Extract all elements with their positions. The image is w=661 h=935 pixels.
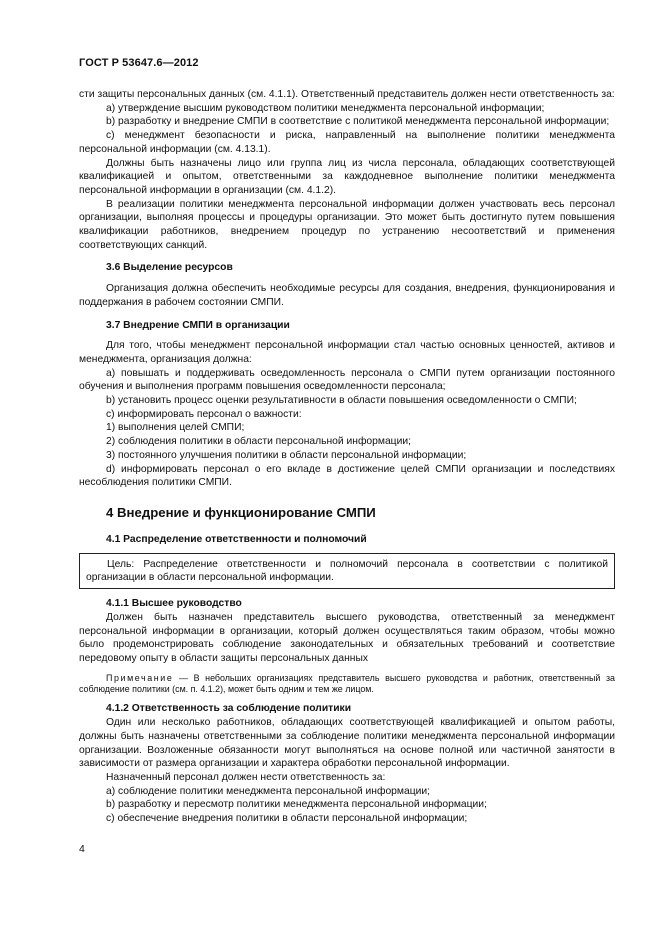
section-heading-4-1-1: 4.1.1 Высшее руководство — [106, 598, 242, 610]
page-content — [79, 88, 615, 826]
section-heading-4-1: 4.1 Распределение ответственности и полномочий — [106, 533, 367, 545]
note — [79, 673, 615, 696]
standard-header: ГОСТ Р 53647.6—2012 — [79, 57, 199, 69]
section-heading-4-1-2: 4.1.2 Ответственность за соблюдение политики — [106, 703, 352, 715]
paragraph: Назначенный персонал должен нести ответственность за: — [106, 771, 386, 783]
list-item: d) информировать персонал о его вкладе в достижение целей СМПИ организации и последствиях несоблюдения политики СМПИ. — [79, 463, 615, 489]
list-item: 2) соблюдения политики в области персональной информации; — [106, 436, 411, 448]
list-item: 1) выполнения целей СМПИ; — [106, 422, 245, 434]
chapter-heading-4: 4 Внедрение и функционирование СМПИ — [106, 504, 376, 520]
list-item: b) разработку и пересмотр политики менеджмента персональной информации; — [106, 799, 487, 811]
list-item: 3) постоянного улучшения политики в области персональной информации; — [106, 449, 467, 461]
list-item: с) обеспечение внедрения политики в области персональной информации; — [106, 813, 468, 825]
note-text: — В небольших организациях представитель высшего руководства и работник, ответственный за соблюдение политики (см. п. 4.1.2), может быть одним и тем же лицом. — [79, 672, 615, 695]
paragraph: Организация должна обеспечить необходимые ресурсы для создания, внедрения, функционирования и поддержания в рабочем состоянии СМПИ. — [79, 283, 615, 308]
list-item: b) разработку и внедрение СМПИ в соответствие с политикой менеджмента персональной информации; — [106, 116, 610, 128]
list-item: а) соблюдение политики менеджмента персональной информации; — [106, 785, 430, 797]
list-item: с) менеджмент безопасности и риска, направленный на выполнение политики менеджмента персональной информации (см. 4.13.1). — [79, 130, 615, 155]
list-item: а) утверждение высшим руководством политики менеджмента персональной информации; — [106, 102, 545, 114]
paragraph: сти защиты персональных данных (см. 4.1.1). Ответственный представитель должен нести ответственность за: — [79, 89, 615, 100]
paragraph: Должны быть назначены лицо или группа лиц из числа персонала, обладающих соответствующей квалификацией и опытом, ответственными за каждодневное выполнение политики менеджмента персональной информации в организации (см. 4.1.2). — [79, 157, 615, 196]
note-label: Примечание — [106, 672, 174, 683]
paragraph: В реализации политики менеджмента персональной информации должен участвовать весь персонал организации, выполняя процессы и процедуры организации. Это может быть достигнуто путем повышения квалификации работников, внедрением процедур по устранению несоответствий и применения соответствующих санкций. — [79, 198, 615, 251]
paragraph: Должен быть назначен представитель высшего руководства, ответственный за менеджмент персональной информации в организации, который должен осуществляться таким образом, чтобы можно было продемонстрировать соблюдение законодательных и обязательных требований и соответствие передовому опыту в области защиты персональных данных — [79, 611, 615, 664]
list-item: а) повышать и поддерживать осведомленность персонала о СМПИ путем организации постоянного обучения и выполнения программ повышения осведомленности персонала; — [79, 367, 615, 393]
list-item: b) установить процесс оценки результативности в области повышения осведомленности о СМПИ; — [106, 395, 577, 407]
goal-box — [79, 553, 615, 589]
goal-text: Цель: Распределение ответственности и полномочий персонала в соответствии с политикой организации в области персональной информации. — [86, 558, 608, 584]
paragraph: Один или несколько работников, обладающих соответствующей квалификацией и опытом работы, должны быть назначены ответственными за соблюдение политики менеджмента персональной информации организации. Возложенные обязанности могут выполняться на основе полной или частичной занятости в зависимости от размера организации и характера обработки персональной информации. — [79, 717, 615, 770]
section-heading-3-6: 3.6 Выделение ресурсов — [106, 262, 233, 274]
page-number: 4 — [79, 843, 85, 855]
paragraph: Для того, чтобы менеджмент персональной информации стал частью основных ценностей, активов и менеджмента, организация должна: — [79, 340, 615, 365]
list-item: с) информировать персонал о важности: — [106, 408, 302, 420]
section-heading-3-7: 3.7 Внедрение СМПИ в организации — [106, 319, 290, 331]
